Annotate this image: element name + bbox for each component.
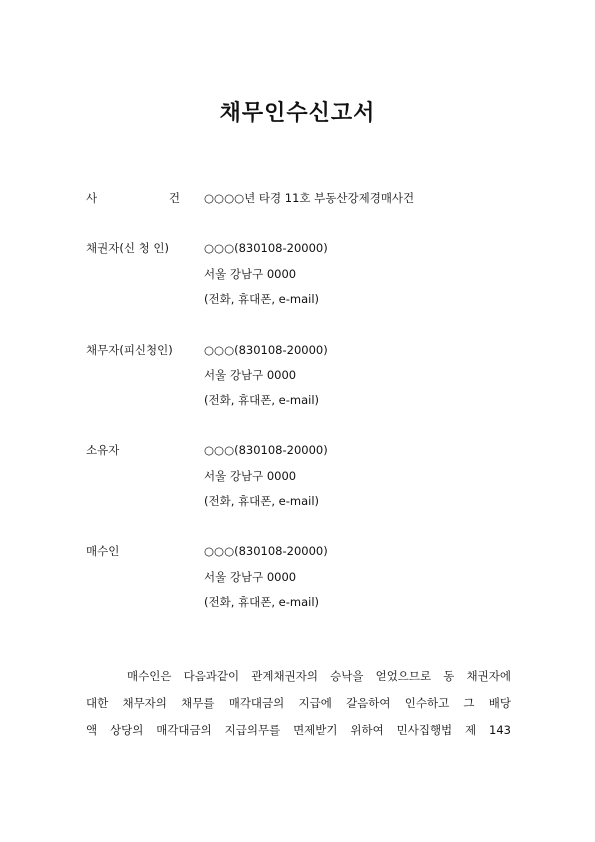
case-value: ○○○○년 타경 11호 부동산강제경매사건 (204, 191, 415, 205)
party-label: 매수인 (86, 544, 120, 558)
document-title: 채무인수신고서 (219, 101, 376, 126)
body-line: 액 상당의 매각대금의 지급의무를 면제받기 위하여 민사집행법 제 143 (86, 723, 511, 737)
party-address: 서울 강남구 0000 (204, 570, 297, 584)
case-label (86, 190, 180, 206)
party-label: 소유자 (86, 443, 120, 457)
body-line: 대한 채무자의 채무를 매각대금의 지급에 갈음하여 인수하고 그 배당 (86, 696, 511, 710)
party-name-id: ○○○(830108-20000) (204, 343, 328, 357)
party-contact: (전화, 휴대폰, e-mail) (204, 292, 320, 306)
case-label-right: 건 (168, 191, 180, 205)
party-contact: (전화, 휴대폰, e-mail) (204, 494, 320, 508)
party-address: 서울 강남구 0000 (204, 368, 297, 382)
party-name-id: ○○○(830108-20000) (204, 544, 328, 558)
case-label-left: 사 (86, 191, 98, 205)
party-address: 서울 강남구 0000 (204, 267, 297, 281)
party-name-id: ○○○(830108-20000) (204, 241, 328, 255)
body-line: 매수인은 다음과같이 관계채권자의 승낙을 얻었으므로 동 채권자에 (127, 669, 511, 683)
party-address: 서울 강남구 0000 (204, 469, 297, 483)
party-contact: (전화, 휴대폰, e-mail) (204, 393, 320, 407)
party-label: 채권자(신 청 인) (86, 241, 169, 255)
party-label: 채무자(피신청인) (86, 343, 173, 357)
party-contact: (전화, 휴대폰, e-mail) (204, 595, 320, 609)
party-name-id: ○○○(830108-20000) (204, 443, 328, 457)
